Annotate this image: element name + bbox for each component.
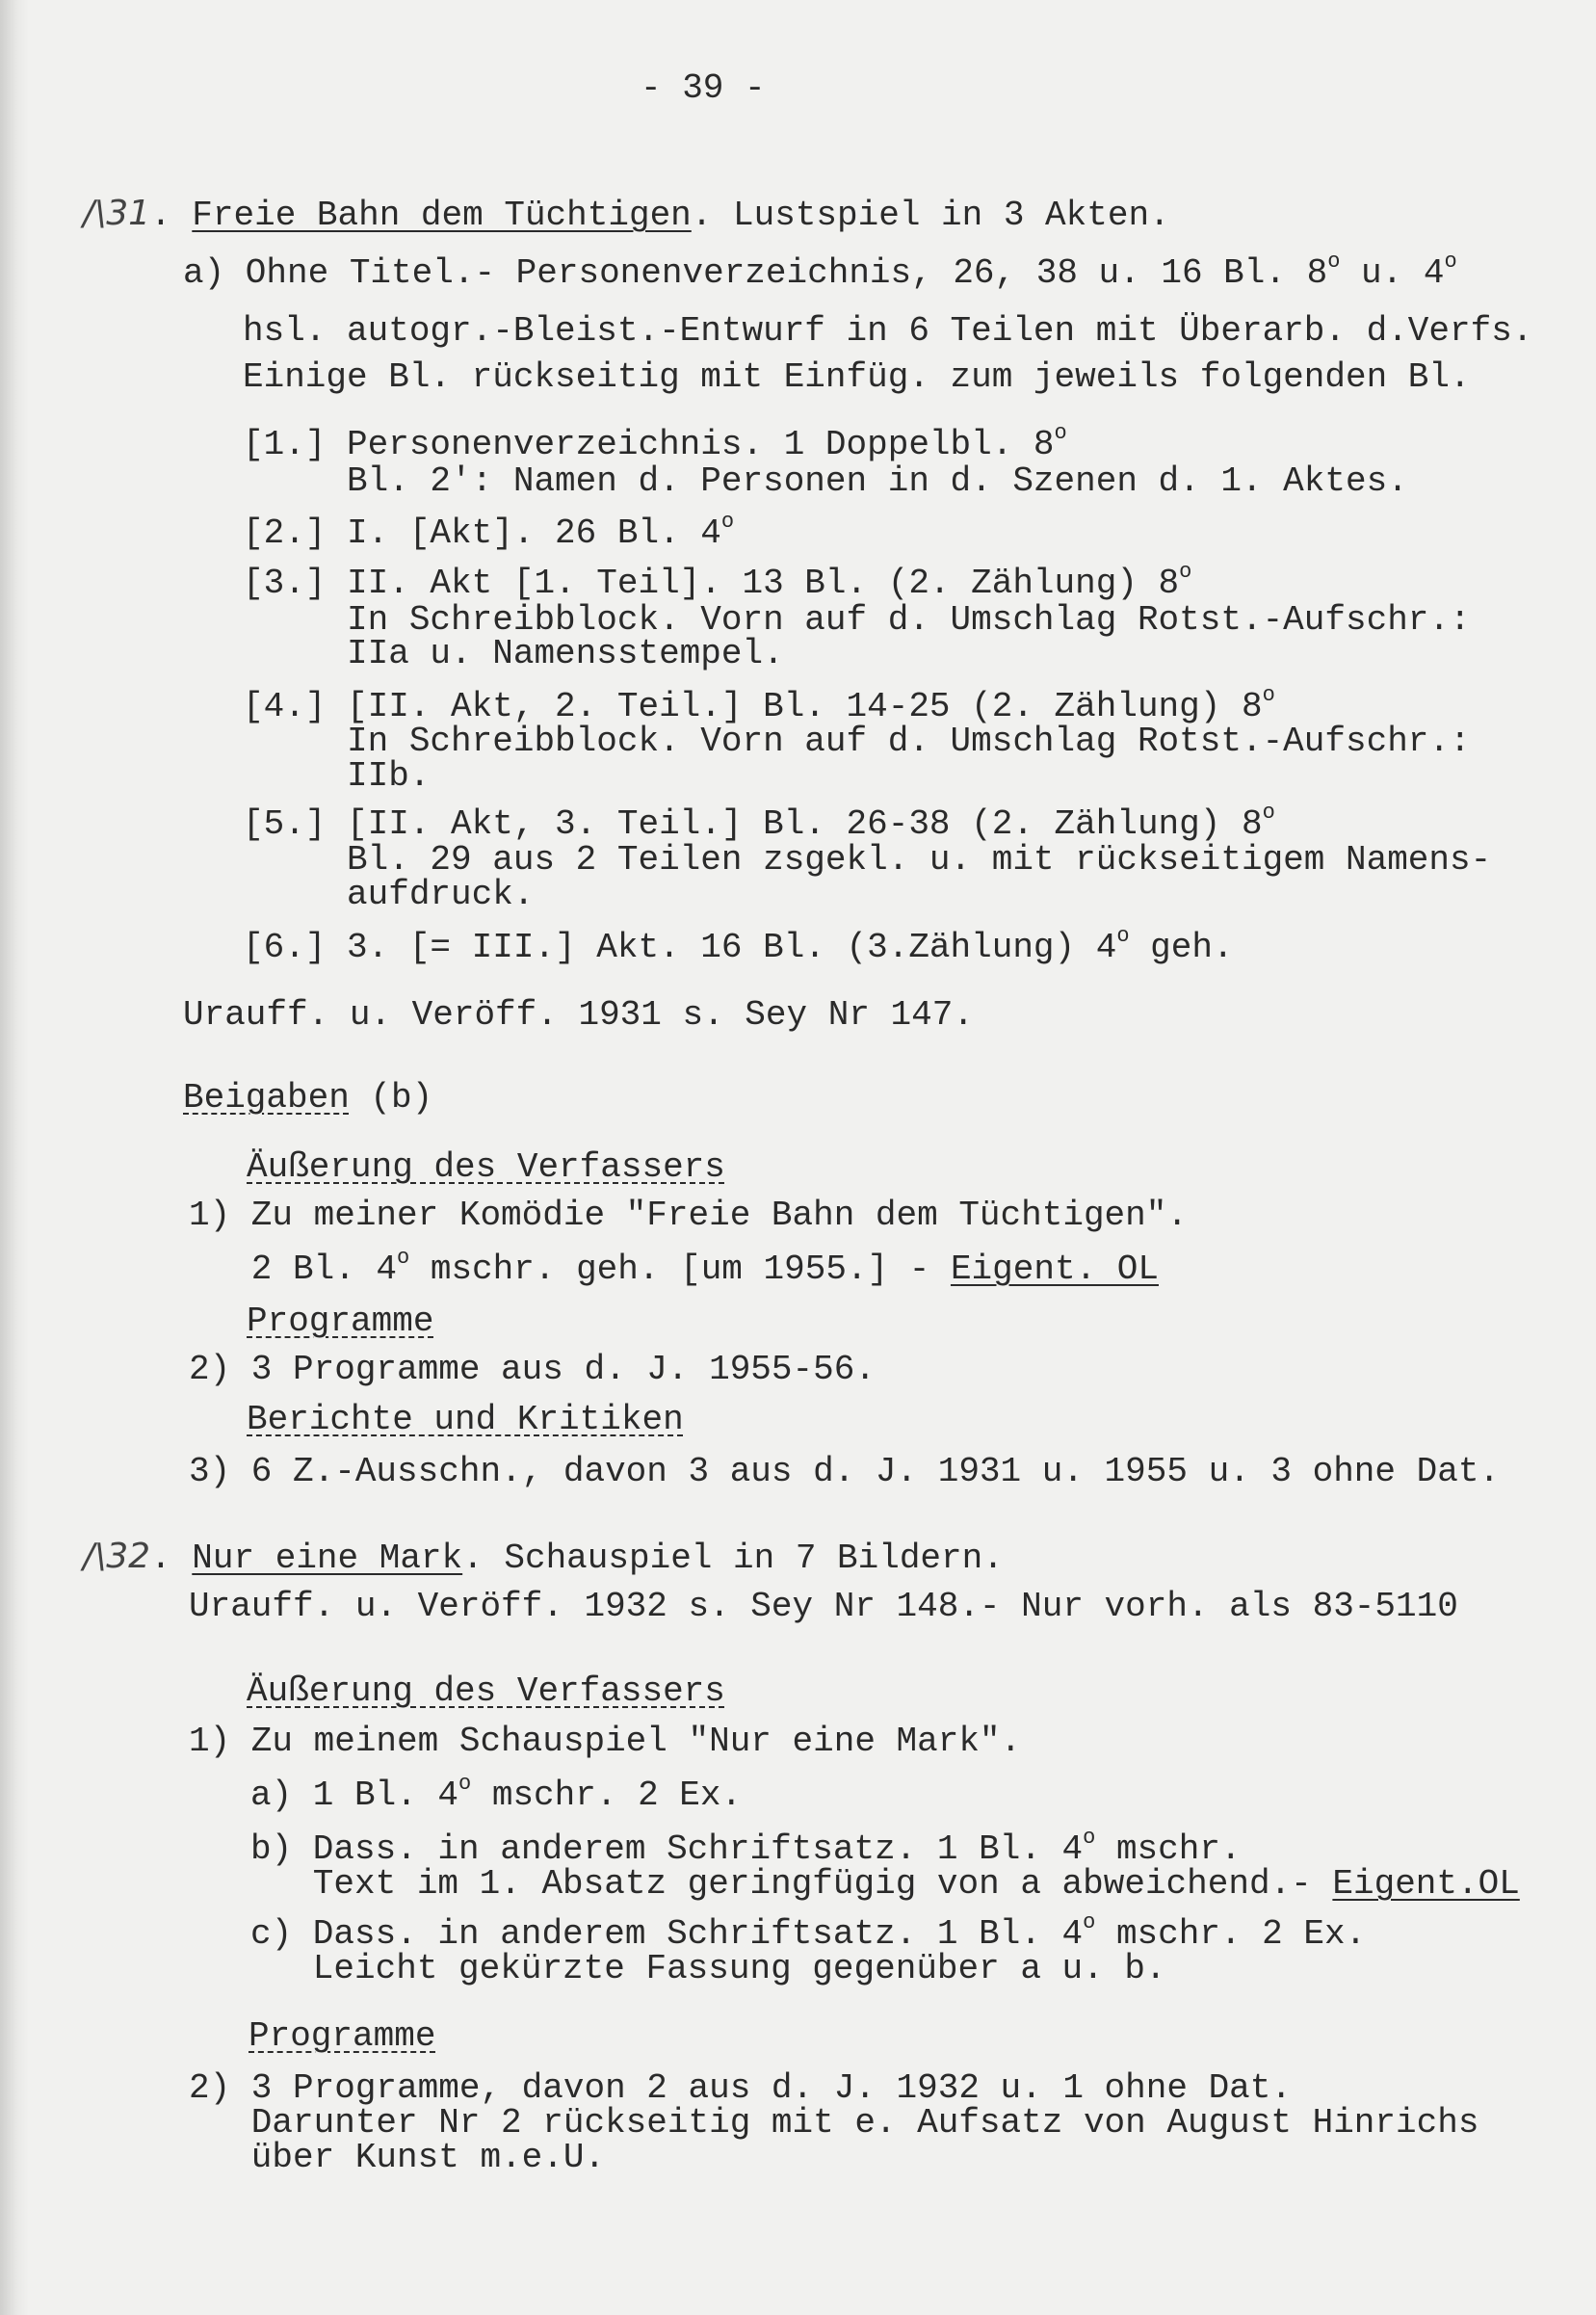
section-heading-aeusserung-2: Äußerung des Verfassers (247, 1671, 725, 1711)
entry-132-title-rest: . Schauspiel in 7 Bildern. (462, 1539, 1004, 1578)
degree: o (1116, 924, 1130, 948)
text: u. 4 (1340, 253, 1445, 293)
entry-131-item-3: 3) 6 Z.-Ausschn., davon 3 aus d. J. 1931 u. 1955 u. 3 ohne Dat. (189, 1452, 1501, 1491)
part-5-line3: aufdruck. (243, 875, 535, 914)
entry-132-title: Nur eine Mark (192, 1539, 463, 1578)
entry-131-a-line2: hsl. autogr.-Bleist.-Entwurf in 6 Teilen mit Überarb. d.Verfs. (243, 311, 1533, 351)
entry-132-item-1a (250, 1772, 743, 1816)
part-4-line3: IIb. (243, 756, 431, 796)
ownership-note-2: Eigent.OL (1332, 1864, 1520, 1904)
degree: o (1262, 683, 1275, 707)
part-6-line1 (243, 924, 1234, 968)
entry-131-item-2: 2) 3 Programme aus d. J. 1955-56. (189, 1350, 876, 1389)
text: [4.] [II. Akt, 2. Teil.] Bl. 14-25 (2. Zählung) 8 (243, 687, 1263, 726)
degree: o (1262, 801, 1275, 825)
entry-131-dot: . (150, 196, 171, 235)
entry-131-urauff: Urauff. u. Veröff. 1931 s. Sey Nr 147. (183, 995, 974, 1035)
degree: o (1179, 560, 1192, 584)
part-1-line2: Bl. 2': Namen d. Personen in d. Szenen d. 1. Aktes. (243, 461, 1408, 501)
text: 2 Bl. 4 (189, 1250, 398, 1289)
beigaben-label: Beigaben (183, 1078, 350, 1118)
section-heading-aeusserung: Äußerung des Verfassers (247, 1147, 725, 1187)
degree: o (1083, 1826, 1096, 1850)
text: mschr. 2 Ex. (1095, 1914, 1367, 1954)
text: [2.] I. [Akt]. 26 Bl. 4 (243, 513, 721, 553)
text: mschr. 2 Ex. (471, 1776, 743, 1815)
text: [5.] [II. Akt, 3. Teil.] Bl. 26-38 (2. Zählung) 8 (243, 804, 1263, 844)
text: mschr. (1095, 1829, 1242, 1869)
entry-131-title: Freie Bahn dem Tüchtigen (192, 196, 692, 235)
part-3-line1 (243, 560, 1192, 604)
entry-132-urauff: Urauff. u. Veröff. 1932 s. Sey Nr 148.- Nur vorh. als 83-5110 (189, 1587, 1458, 1626)
entry-132-number: /\32 (83, 1537, 151, 1576)
degree: o (1327, 250, 1341, 274)
entry-132-item-2-line1: 2) 3 Programme, davon 2 aus d. J. 1932 u. 1 ohne Dat. (189, 2068, 1292, 2108)
text: c) Dass. in anderem Schriftsatz. 1 Bl. 4 (250, 1914, 1084, 1954)
section-heading-programme: Programme (247, 1302, 434, 1341)
degree: o (1054, 421, 1067, 445)
part-3-line3: IIa u. Namensstempel. (243, 634, 784, 673)
entry-131-title-rest: . Lustspiel in 3 Akten. (691, 196, 1170, 235)
degree: o (397, 1246, 410, 1270)
degree: o (720, 510, 735, 534)
section-heading-programme-2: Programme (249, 2016, 436, 2056)
section-heading-berichte: Berichte und Kritiken (247, 1400, 684, 1439)
ownership-note: Eigent. OL (950, 1250, 1159, 1289)
degree: o (1444, 250, 1457, 274)
text: [6.] 3. [= III.] Akt. 16 Bl. (3.Zählung) 4 (243, 928, 1117, 967)
entry-132-item-1: 1) Zu meinem Schauspiel "Nur eine Mark". (189, 1722, 1022, 1761)
entry-131-item-1-line1: 1) Zu meiner Komödie "Freie Bahn dem Tüchtigen". (189, 1196, 1188, 1235)
part-2-line1 (243, 510, 735, 554)
text: b) Dass. in anderem Schriftsatz. 1 Bl. 4 (250, 1829, 1084, 1869)
entry-131-heading (83, 193, 1170, 236)
part-3-line2: In Schreibblock. Vorn auf d. Umschlag Rotst.-Aufschr.: (243, 600, 1471, 640)
text: [1.] Personenverzeichnis. 1 Doppelbl. 8 (243, 425, 1055, 464)
page-number: - 39 - (641, 68, 766, 108)
entry-132-item-2-line2: Darunter Nr 2 rückseitig mit e. Aufsatz von August Hinrichs (189, 2103, 1479, 2143)
degree: o (1083, 1910, 1096, 1934)
text: a) 1 Bl. 4 (250, 1776, 459, 1815)
text: Text im 1. Absatz geringfügig von a abweichend.- (250, 1864, 1333, 1904)
text: geh. (1129, 928, 1234, 967)
entry-131-item-1-line2 (189, 1246, 1159, 1290)
part-4-line2: In Schreibblock. Vorn auf d. Umschlag Rotst.-Aufschr.: (243, 722, 1471, 761)
beigaben-heading (183, 1077, 432, 1118)
entry-132-item-1b-line2 (250, 1863, 1520, 1905)
entry-132-heading (83, 1536, 1004, 1579)
part-5-line2: Bl. 29 aus 2 Teilen zsgekl. u. mit rückseitigem Namens- (243, 840, 1492, 880)
text: [3.] II. Akt [1. Teil]. 13 Bl. (2. Zählung) 8 (243, 564, 1180, 603)
page-edge-shadow (0, 0, 29, 2315)
entry-132-item-2-line3: über Kunst m.e.U. (189, 2138, 606, 2177)
text: mschr. geh. [um 1955.] - (409, 1250, 951, 1289)
entry-131-a-line1 (183, 252, 1457, 294)
text: a) Ohne Titel.- Personenverzeichnis, 26, 38 u. 16 Bl. 8 (183, 253, 1328, 293)
degree: o (458, 1772, 472, 1796)
entry-131-a-line3: Einige Bl. rückseitig mit Einfüg. zum jeweils folgenden Bl. (243, 357, 1471, 397)
part-1-line1 (243, 421, 1067, 465)
beigaben-suffix: (b) (349, 1078, 433, 1118)
entry-131-number: /\31 (83, 194, 151, 233)
entry-132-item-1c-line2: Leicht gekürzte Fassung gegenüber a u. b. (250, 1949, 1166, 1988)
entry-132-dot: . (150, 1539, 171, 1578)
